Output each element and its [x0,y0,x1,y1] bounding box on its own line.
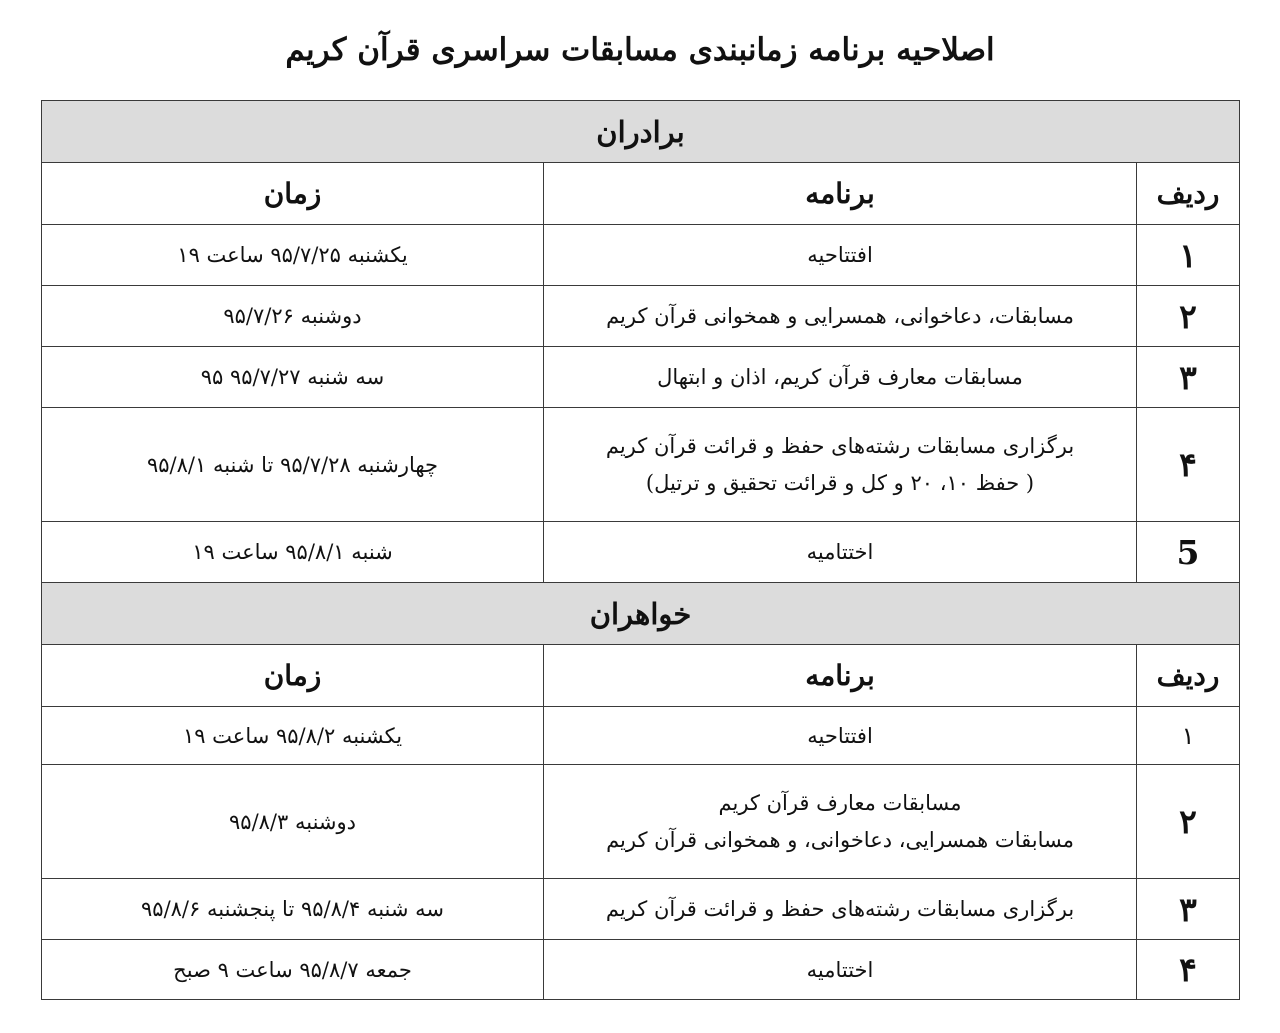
header-time: زمان [42,645,544,707]
header-time: زمان [42,163,544,225]
column-header-row [42,163,1240,225]
row-number: ۳ [1137,347,1240,408]
program-cell [544,765,1137,879]
program-line: ( حفظ ۱۰، ۲۰ و کل و قرائت تحقیق و ترتیل) [645,470,1035,495]
row-number: ۱ [1137,225,1240,286]
header-program: برنامه [544,645,1137,707]
time-cell: شنبه ۹۵/۸/۱ ساعت ۱۹ [42,522,544,583]
time-cell: جمعه ۹۵/۸/۷ ساعت ۹ صبح [42,940,544,1000]
program-cell [544,408,1137,522]
program-line: برگزاری مسابقات رشته‌های حفظ و قرائت قرآن کریم [605,434,1075,459]
table-row [42,940,1240,1000]
table-row [42,765,1240,879]
table-row [42,879,1240,940]
program-cell: اختتامیه [544,522,1137,583]
program-line: مسابقات معارف قرآن کریم [718,791,962,816]
time-cell: سه شنبه ۹۵/۸/۴ تا پنجشنبه ۹۵/۸/۶ [42,879,544,940]
section-header-sisters [42,583,1240,645]
program-cell: افتتاحیه [544,225,1137,286]
header-row-number: ردیف [1137,163,1240,225]
program-cell: برگزاری مسابقات رشته‌های حفظ و قرائت قرآن کریم [544,879,1137,940]
row-number: ۱ [1137,707,1240,765]
table-row [42,225,1240,286]
column-header-row [42,645,1240,707]
time-cell: دوشنبه ۹۵/۷/۲۶ [42,286,544,347]
row-number: ۴ [1137,940,1240,1000]
row-number: 5 [1137,522,1240,583]
program-cell: اختتامیه [544,940,1137,1000]
time-cell: یکشنبه ۹۵/۷/۲۵ ساعت ۱۹ [42,225,544,286]
time-cell: سه شنبه ۹۵/۷/۲۷ ۹۵ [42,347,544,408]
program-cell: افتتاحیه [544,707,1137,765]
program-cell: مسابقات، دعاخوانی، همسرایی و همخوانی قرآن کریم [544,286,1137,347]
table-row [42,286,1240,347]
section-title-brothers: برادران [42,101,1240,163]
table-row [42,347,1240,408]
section-title-sisters: خواهران [42,583,1240,645]
time-cell: یکشنبه ۹۵/۸/۲ ساعت ۱۹ [42,707,544,765]
program-line: مسابقات همسرایی، دعاخوانی، و همخوانی قرآن کریم [606,827,1074,852]
header-program: برنامه [544,163,1137,225]
time-cell: چهارشنبه ۹۵/۷/۲۸ تا شنبه ۹۵/۸/۱ [42,408,544,522]
schedule-table [41,100,1240,1000]
table-row [42,408,1240,522]
row-number: ۲ [1137,765,1240,879]
time-cell: دوشنبه ۹۵/۸/۳ [42,765,544,879]
table-row [42,707,1240,765]
row-number: ۲ [1137,286,1240,347]
table-row [42,522,1240,583]
row-number: ۳ [1137,879,1240,940]
page-title: اصلاحیه برنامه زمانبندی مسابقات سراسری قرآن کریم [285,32,995,68]
row-number: ۴ [1137,408,1240,522]
header-row-number: ردیف [1137,645,1240,707]
section-header-brothers [42,101,1240,163]
program-cell: مسابقات معارف قرآن کریم، اذان و ابتهال [544,347,1137,408]
